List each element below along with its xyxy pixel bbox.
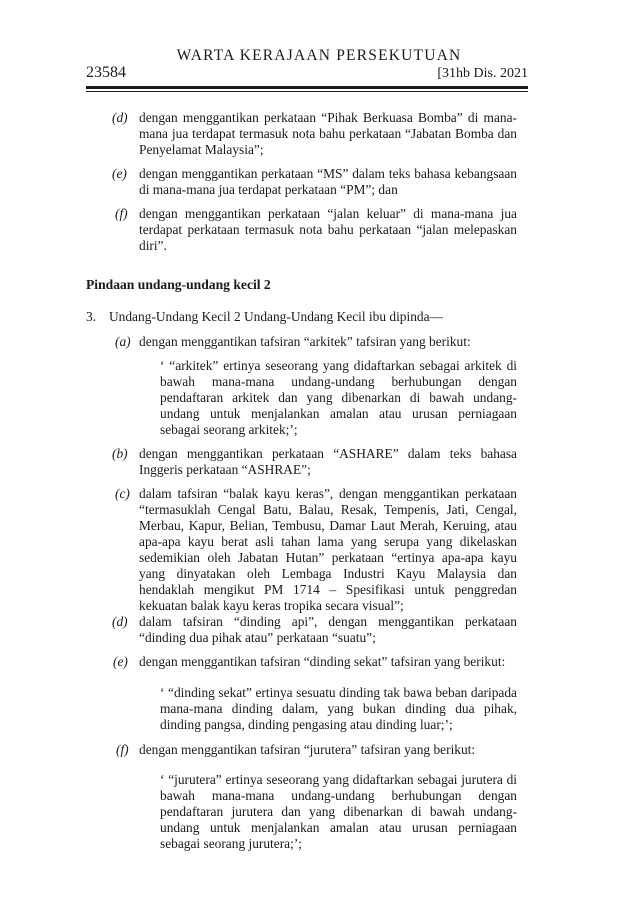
page-number: 23584 xyxy=(86,64,126,81)
list-item: dalam tafsiran “balak kayu keras”, dengan menggantikan perkataan “termasuklah Cengal Batu, Balau, Resak, Tempenis, Jati, Cengal, Merbau, Kapur, Belian, Tembusu, Damar Laut Merah, Keruing, atau apa-apa kayu berat asli tahan lama yang serupa yang dikelaskan sedemikian oleh Jabatan Hutan” perkataan “ertinya apa-apa kayu yang dinyatakan oleh Lembaga Industri Kayu Malaysia dan hendaklah mengikut PM 1714 – Spesifikasi untuk penggredan kekuatan balak kayu keras tropika secara visual”; xyxy=(139,486,517,613)
list-item: dengan menggantikan tafsiran “jurutera” tafsiran yang berikut: xyxy=(139,742,476,757)
list-item: dengan menggantikan perkataan “MS” dalam teks bahasa kebangsaan di mana-mana jua terdapat perkataan “PM”; dan xyxy=(139,166,517,197)
list-item: dengan menggantikan perkataan “Pihak Berkuasa Bomba” di mana-mana jua terdapat termasuk nota bahu perkataan “Jabatan Bomba dan Penyelamat Malaysia”; xyxy=(139,110,517,157)
list-item: dengan menggantikan perkataan “ASHARE” dalam teks bahasa Inggeris perkataan “ASHRAE”; xyxy=(139,446,517,477)
list-item: dalam tafsiran “dinding api”, dengan menggantikan perkataan “dinding dua pihak atau” perkataan “suatu”; xyxy=(139,614,517,645)
definition-quote: ‘ “arkitek” ertinya seseorang yang didaftarkan sebagai arkitek di bawah mana-mana undang-undang berhubungan dengan pendaftaran arkitek dan yang dibenarkan di bawah undang-undang untuk menjalankan amalan atau urusan perniagaan sebagai seorang arkitek;’; xyxy=(160,358,517,437)
item-marker: (f) xyxy=(116,742,129,757)
item-marker: (b) xyxy=(112,446,128,461)
definition-quote: ‘ “jurutera” ertinya seseorang yang didaftarkan sebagai jurutera di bawah mana-mana undang-undang berhubungan dengan pendaftaran jurutera dan yang dibenarkan di bawah undang-undang untuk menjalankan amalan atau urusan perniagaan sebagai seorang jurutera;’; xyxy=(160,772,517,851)
item-marker: (d) xyxy=(112,614,128,629)
definition-quote: ‘ “dinding sekat” ertinya sesuatu dinding tak bawa beban daripada mana-mana dinding dalam, yang bukan dinding dua pihak, dinding pangsa, dinding pengasing atau dinding luar;’; xyxy=(160,685,517,732)
section-number: 3. xyxy=(86,309,97,324)
item-marker: (d) xyxy=(112,110,128,125)
section-heading: Pindaan undang-undang kecil 2 xyxy=(86,277,271,292)
item-marker: (e) xyxy=(112,166,127,181)
gazette-title: WARTA KERAJAAN PERSEKUTUAN xyxy=(176,47,462,64)
header-rule-thin xyxy=(86,91,528,92)
header-rule-thick xyxy=(86,86,528,89)
item-marker: (a) xyxy=(115,334,131,349)
gazette-date: [31hb Dis. 2021 xyxy=(437,66,528,81)
list-item: dengan menggantikan perkataan “jalan keluar” di mana-mana jua terdapat perkataan termasuk nota bahu perkataan “jalan melepaskan diri”. xyxy=(139,206,517,253)
item-marker: (c) xyxy=(115,486,130,501)
list-item: dengan menggantikan tafsiran “arkitek” tafsiran yang berikut: xyxy=(139,334,471,349)
list-item: dengan menggantikan tafsiran “dinding sekat” tafsiran yang berikut: xyxy=(139,654,506,669)
section-intro: Undang-Undang Kecil 2 Undang-Undang Kecil ibu dipinda— xyxy=(109,309,443,324)
item-marker: (e) xyxy=(113,654,128,669)
item-marker: (f) xyxy=(115,206,128,221)
